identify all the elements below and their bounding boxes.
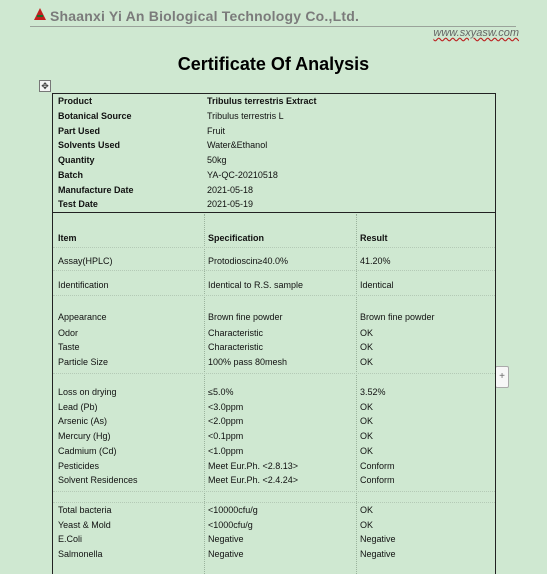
info-row-quantity bbox=[53, 153, 495, 168]
test-spec: Brown fine powder bbox=[208, 312, 283, 322]
test-item: Solvent Residences bbox=[58, 475, 138, 485]
test-spec: Characteristic bbox=[208, 342, 264, 352]
row-divider bbox=[53, 491, 495, 492]
table-row bbox=[53, 532, 495, 547]
test-item: Lead (Pb) bbox=[58, 402, 98, 412]
table-row bbox=[53, 326, 495, 341]
row-divider bbox=[53, 295, 495, 296]
test-result: Brown fine powder bbox=[360, 312, 435, 322]
test-result: OK bbox=[360, 357, 374, 367]
test-spec: <1000cfu/g bbox=[208, 520, 253, 530]
column-header-item: Item bbox=[58, 233, 77, 243]
test-spec: <0.1ppm bbox=[208, 431, 244, 441]
test-item: Taste bbox=[58, 342, 80, 352]
test-spec: <3.0ppm bbox=[208, 402, 244, 412]
section-divider bbox=[53, 212, 495, 213]
table-row bbox=[53, 503, 495, 518]
test-spec: Negative bbox=[208, 534, 244, 544]
table-row bbox=[53, 547, 495, 562]
test-spec: Protodioscin≥40.0% bbox=[208, 256, 288, 266]
test-spec: Meet Eur.Ph. <2.4.24> bbox=[208, 475, 299, 485]
info-value: Tribulus terrestris Extract bbox=[207, 96, 317, 106]
info-row-test-date bbox=[53, 197, 495, 212]
info-label: Botanical Source bbox=[58, 111, 132, 121]
table-row bbox=[53, 310, 495, 325]
test-item: Cadmium (Cd) bbox=[58, 446, 117, 456]
test-item: Yeast & Mold bbox=[58, 520, 111, 530]
table-row bbox=[53, 473, 495, 488]
test-item: Particle Size bbox=[58, 357, 109, 367]
row-divider bbox=[53, 270, 495, 271]
table-row bbox=[53, 400, 495, 415]
test-item: Identification bbox=[58, 280, 109, 290]
test-result: OK bbox=[360, 446, 374, 456]
info-row-solvents-used bbox=[53, 138, 495, 153]
table-row bbox=[53, 518, 495, 533]
table-row bbox=[53, 414, 495, 429]
test-result: OK bbox=[360, 402, 374, 412]
info-row-batch bbox=[53, 168, 495, 183]
test-spec: <10000cfu/g bbox=[208, 505, 258, 515]
test-spec: <1.0ppm bbox=[208, 446, 244, 456]
coa-table bbox=[52, 93, 496, 574]
company-logo-icon bbox=[32, 6, 48, 22]
test-item: E.Coli bbox=[58, 534, 83, 544]
table-move-handle-icon[interactable]: ✥ bbox=[39, 80, 51, 92]
test-spec: ≤5.0% bbox=[208, 387, 234, 397]
info-row-botanical-source bbox=[53, 109, 495, 124]
info-row-part-used bbox=[53, 124, 495, 139]
info-value: 2021-05-18 bbox=[207, 185, 254, 195]
test-result: 41.20% bbox=[360, 256, 391, 266]
test-result: OK bbox=[360, 342, 374, 352]
table-row bbox=[53, 444, 495, 459]
test-spec: 100% pass 80mesh bbox=[208, 357, 288, 367]
letterhead bbox=[30, 6, 516, 28]
table-row bbox=[53, 340, 495, 355]
test-result: Conform bbox=[360, 461, 395, 471]
info-label: Solvents Used bbox=[58, 140, 121, 150]
test-spec: Negative bbox=[208, 549, 244, 559]
info-row-product bbox=[53, 94, 495, 109]
info-row-manufacture-date bbox=[53, 183, 495, 198]
info-label: Product bbox=[58, 96, 93, 106]
row-divider bbox=[53, 247, 495, 248]
test-result: Identical bbox=[360, 280, 394, 290]
test-item: Odor bbox=[58, 328, 79, 338]
info-value: Fruit bbox=[207, 126, 225, 136]
test-result: Negative bbox=[360, 534, 396, 544]
company-name: Shaanxi Yi An Biological Technology Co.,Ltd. bbox=[50, 8, 360, 24]
column-header-specification: Specification bbox=[208, 233, 265, 243]
test-item: Salmonella bbox=[58, 549, 103, 559]
test-item: Assay(HPLC) bbox=[58, 256, 113, 266]
info-label: Batch bbox=[58, 170, 84, 180]
test-result: OK bbox=[360, 416, 374, 426]
test-item: Pesticides bbox=[58, 461, 100, 471]
test-table-header bbox=[53, 231, 495, 246]
table-row bbox=[53, 385, 495, 400]
info-value: Water&Ethanol bbox=[207, 140, 268, 150]
test-result: Negative bbox=[360, 549, 396, 559]
info-label: Manufacture Date bbox=[58, 185, 134, 195]
test-spec: <2.0ppm bbox=[208, 416, 244, 426]
row-divider bbox=[53, 373, 495, 374]
info-value: YA-QC-20210518 bbox=[207, 170, 278, 180]
table-row bbox=[53, 459, 495, 474]
test-item: Loss on drying bbox=[58, 387, 117, 397]
test-item: Mercury (Hg) bbox=[58, 431, 111, 441]
document-title: Certificate Of Analysis bbox=[177, 54, 370, 74]
test-result: OK bbox=[360, 328, 374, 338]
test-result: OK bbox=[360, 520, 374, 530]
column-header-result: Result bbox=[360, 233, 388, 243]
test-item: Arsenic (As) bbox=[58, 416, 108, 426]
add-column-handle-icon[interactable]: + bbox=[495, 366, 509, 388]
table-row bbox=[53, 429, 495, 444]
table-row bbox=[53, 278, 495, 293]
company-website[interactable]: www.sxyasw.com bbox=[433, 27, 519, 39]
info-value: 2021-05-19 bbox=[207, 199, 254, 209]
test-spec: Identical to R.S. sample bbox=[208, 280, 304, 290]
test-spec: Meet Eur.Ph. <2.8.13> bbox=[208, 461, 299, 471]
info-label: Test Date bbox=[58, 199, 98, 209]
test-item: Total bacteria bbox=[58, 505, 112, 515]
info-value: 50kg bbox=[207, 155, 227, 165]
test-result: 3.52% bbox=[360, 387, 386, 397]
info-label: Part Used bbox=[58, 126, 101, 136]
table-row bbox=[53, 254, 495, 269]
test-spec: Characteristic bbox=[208, 328, 264, 338]
test-result: Conform bbox=[360, 475, 395, 485]
info-value: Tribulus terrestris L bbox=[207, 111, 284, 121]
table-row bbox=[53, 355, 495, 370]
test-item: Appearance bbox=[58, 312, 107, 322]
info-label: Quantity bbox=[58, 155, 95, 165]
test-result: OK bbox=[360, 505, 374, 515]
test-result: OK bbox=[360, 431, 374, 441]
